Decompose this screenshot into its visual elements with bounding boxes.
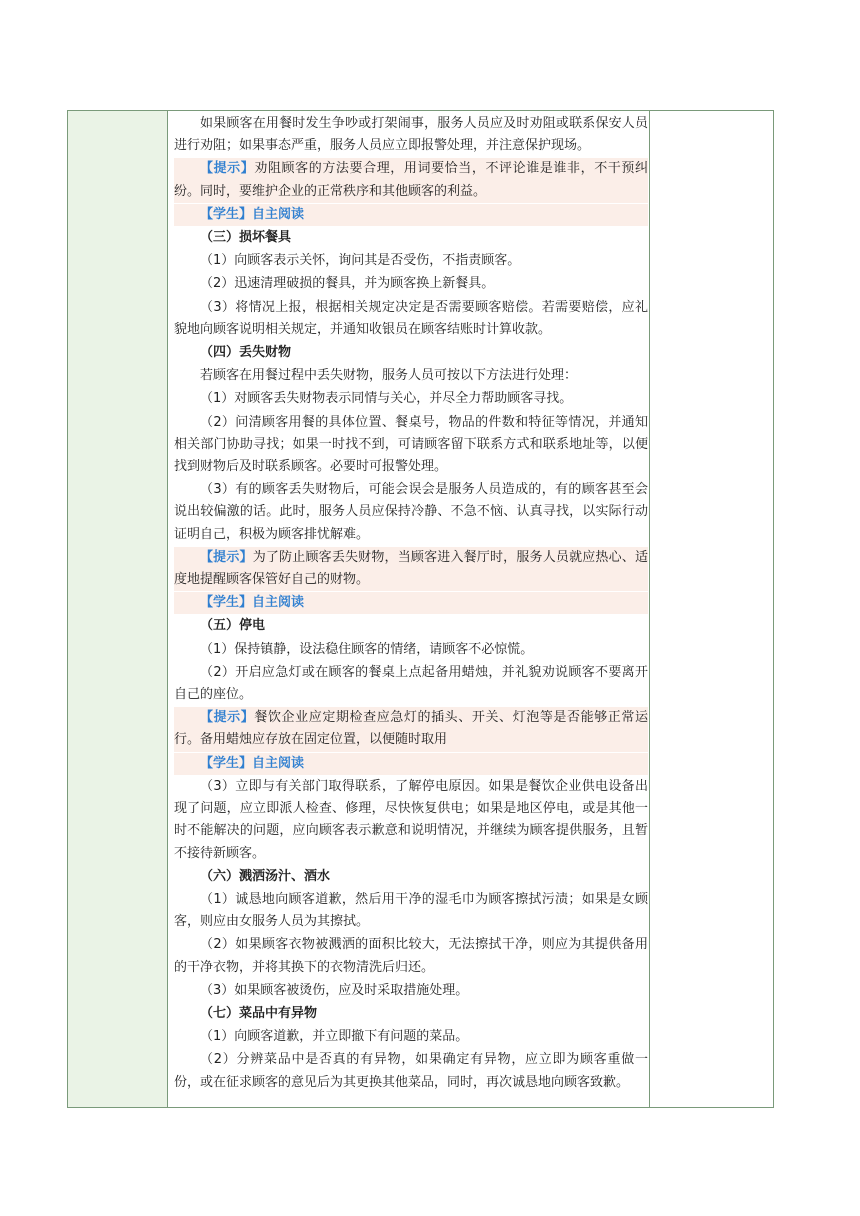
tip-label: 【提示】 xyxy=(200,710,255,726)
body-paragraph: （1）对顾客丢失财物表示同情与关心，并尽全力帮助顾客寻找。 xyxy=(200,391,573,407)
tip-text: 餐饮企业应定期检查应急灯的插头、开关、灯泡等是否能够正常运行。备用蜡烛应存放在固定位置，以便随时取用 xyxy=(174,710,648,748)
body-paragraph: （2）如果顾客衣物被溅洒的面积比较大，无法擦拭干净，则应为其提供备用的干净衣物，并将其换下的衣物清洗后归还。 xyxy=(174,937,648,975)
right-column-cell xyxy=(649,111,773,1107)
student-reading-note: 【学生】自主阅读 xyxy=(174,204,648,226)
section-heading: （五）停电 xyxy=(200,618,266,634)
body-paragraph: （1）保持镇静，设法稳住顾客的情绪，请顾客不必惊慌。 xyxy=(200,641,534,657)
body-paragraph: 如果顾客在用餐时发生争吵或打架闹事，服务人员应及时劝阻或联系保安人员进行劝阻；如果事态严重，服务人员应立即报警处理，并注意保护现场。 xyxy=(174,116,648,154)
section-heading: （四）丢失财物 xyxy=(200,345,292,361)
body-paragraph: （2）迅速清理破损的餐具，并为顾客换上新餐具。 xyxy=(200,276,495,292)
student-reading-note: 【学生】自主阅读 xyxy=(174,753,648,775)
body-paragraph: 若顾客在用餐过程中丢失财物，服务人员可按以下方法进行处理： xyxy=(200,368,578,384)
body-paragraph: （3）将情况上报，根据相关规定决定是否需要顾客赔偿。若需要赔偿，应礼貌地向顾客说明相关规定，并通知收银员在顾客结账时计算收款。 xyxy=(174,299,648,337)
body-paragraph: （1）诚恳地向顾客道歉，然后用干净的湿毛巾为顾客擦拭污渍；如果是女顾客，则应由女服务人员为其擦拭。 xyxy=(174,891,648,930)
section-heading: （六）溅洒汤汁、酒水 xyxy=(200,868,331,884)
tip-paragraph xyxy=(174,707,648,751)
body-paragraph: （3）如果顾客被烫伤，应及时采取措施处理。 xyxy=(200,982,469,998)
body-paragraph: （3）有的顾客丢失财物后，可能会误会是服务人员造成的，有的顾客甚至会说出较偏激的话。此时，服务人员应保持冷静、不急不恼、认真寻找，以实际行动证明自己，积极为顾客排忧解难。 xyxy=(174,482,648,542)
tip-paragraph xyxy=(174,158,648,202)
tip-text: 为了防止顾客丢失财物，当顾客进入餐厅时，服务人员就应热心、适度地提醒顾客保管好自己的财物。 xyxy=(174,549,648,588)
section-heading: （三）损坏餐具 xyxy=(200,230,292,246)
body-paragraph: （3）立即与有关部门取得联系，了解停电原因。如果是餐饮企业供电设备出现了问题，应立即派人检查、修理，尽快恢复供电；如果是地区停电，或是其他一时不能解决的问题，应向顾客表示歉意和说明情况，并继续为顾客提供服务，且暂不接待新顾客。 xyxy=(174,778,648,861)
content-cell xyxy=(174,113,648,1095)
tip-label: 【提示】 xyxy=(200,161,255,177)
body-paragraph: （1）向顾客表示关怀，询问其是否受伤，不指责顾客。 xyxy=(200,253,521,269)
body-paragraph: （2）分辨菜品中是否真的有异物，如果确定有异物，应立即为顾客重做一份，或在征求顾客的意见后为其更换其他菜品，同时，再次诚恳地向顾客致歉。 xyxy=(174,1052,648,1090)
body-paragraph: （2）开启应急灯或在顾客的餐桌上点起备用蜡烛，并礼貌劝说顾客不要离开自己的座位。 xyxy=(174,664,648,703)
lesson-table xyxy=(67,110,774,1108)
tip-text: 劝阻顾客的方法要合理，用词要恰当，不评论谁是谁非，不干预纠纷。同时，要维护企业的正常秩序和其他顾客的利益。 xyxy=(174,161,648,199)
left-column-cell xyxy=(68,111,168,1107)
body-paragraph: （2）问清顾客用餐的具体位置、餐桌号，物品的件数和特征等情况，并通知相关部门协助寻找；如果一时找不到，可请顾客留下联系方式和联系地址等，以便找到财物后及时联系顾客。必要时可报警处理。 xyxy=(174,414,648,475)
section-heading: （七）菜品中有异物 xyxy=(200,1005,318,1021)
tip-label: 【提示】 xyxy=(200,549,253,565)
body-paragraph: （1）向顾客道歉，并立即撤下有问题的菜品。 xyxy=(200,1029,469,1045)
tip-paragraph xyxy=(174,547,648,591)
student-reading-note: 【学生】自主阅读 xyxy=(174,592,648,614)
